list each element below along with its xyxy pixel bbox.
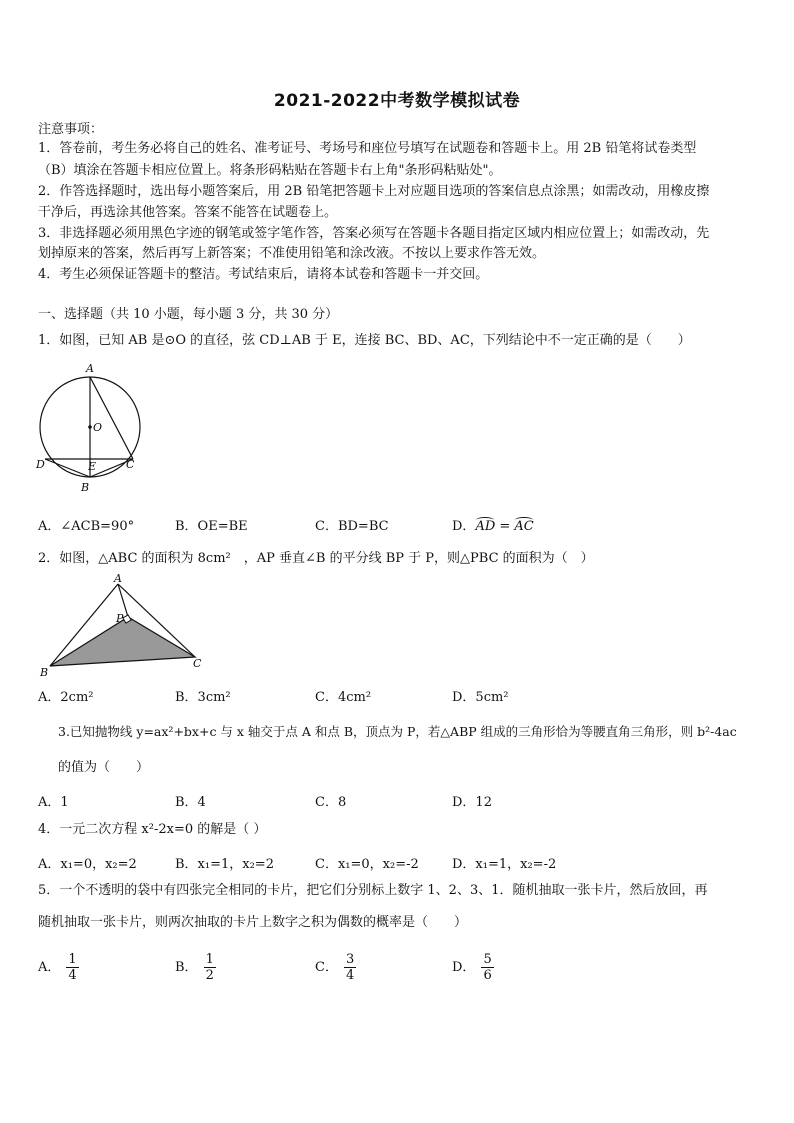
notice-line: 1．答卷前，考生务必将自己的姓名、准考证号、考场号和座位号填写在试题卷和答题卡上。用 2B 铅笔将试卷类型 bbox=[38, 141, 697, 156]
option-label: A． bbox=[38, 960, 61, 975]
notice-heading: 注意事项： bbox=[38, 122, 104, 137]
denominator: 6 bbox=[483, 968, 492, 983]
point-label-c: C bbox=[126, 458, 135, 471]
notice-line: 干净后，再选涂其他答案。答案不能答在试题卷上。 bbox=[38, 205, 338, 220]
section-heading: 一、选择题（共 10 小题，每小题 3 分，共 30 分） bbox=[38, 307, 339, 322]
notice-line: 4．考生必须保证答题卡的整洁。考试结束后，请将本试卷和答题卡一并交回。 bbox=[38, 267, 489, 282]
q5-option-b bbox=[175, 952, 216, 983]
q2-option-a: A．2cm² bbox=[38, 690, 94, 705]
q2-option-d: D．5cm² bbox=[452, 690, 509, 705]
circle-figure bbox=[30, 360, 150, 495]
option-label: D． bbox=[452, 960, 476, 975]
numerator: 1 bbox=[68, 952, 77, 967]
notice-line: （B）填涂在答题卡相应位置上。将条形码粘贴在答题卡右上角"条形码粘贴处"。 bbox=[38, 163, 502, 178]
q1-option-b: B．OE=BE bbox=[175, 519, 248, 534]
question-3-stem: 3.已知抛物线 y=ax²+bx+c 与 x 轴交于点 A 和点 B，顶点为 P，若△ABP 组成的三角形恰为等腰直角三角形，则 b²-4ac bbox=[58, 724, 737, 739]
point-label-o: O bbox=[93, 421, 103, 434]
question-1-stem: 1．如图，已知 AB 是⊙O 的直径，弦 CD⊥AB 于 E，连接 BC、BD、AC，下列结论中不一定正确的是（ ） bbox=[38, 333, 691, 348]
option-label: B． bbox=[175, 960, 198, 975]
equals-sign: = bbox=[495, 519, 515, 534]
point-label-c: C bbox=[193, 657, 202, 670]
fraction bbox=[204, 952, 216, 983]
q4-option-a: A．x₁=0，x₂=2 bbox=[38, 857, 137, 872]
denominator: 4 bbox=[68, 968, 77, 983]
question-5-stem: 5．一个不透明的袋中有四张完全相同的卡片，把它们分别标上数字 1、2、3、1．随机抽取一张卡片，然后放回，再 bbox=[38, 883, 708, 898]
q4-option-c: C．x₁=0，x₂=-2 bbox=[315, 857, 419, 872]
q3-option-d: D．12 bbox=[452, 795, 492, 810]
q1-option-a: A．∠ACB=90° bbox=[38, 519, 135, 534]
q3-option-c: C．8 bbox=[315, 795, 347, 810]
point-label-b: B bbox=[40, 666, 49, 679]
numerator: 5 bbox=[483, 952, 492, 967]
q5-option-a bbox=[38, 952, 79, 983]
q3-option-a: A．1 bbox=[38, 795, 69, 810]
denominator: 4 bbox=[345, 968, 355, 983]
q5-option-c bbox=[315, 952, 356, 983]
q2-option-b: B．3cm² bbox=[175, 690, 231, 705]
q4-option-b: B．x₁=1，x₂=2 bbox=[175, 857, 274, 872]
point-label-d: D bbox=[36, 458, 45, 471]
question-3-stem-cont: 的值为（ ） bbox=[58, 760, 150, 775]
q4-option-d: D．x₁=1，x₂=-2 bbox=[452, 857, 557, 872]
q1-option-d bbox=[452, 515, 534, 534]
notice-line: 3．非选择题必须用黑色字迹的钢笔或签字笔作答，答案必须写在答题卡各题目指定区域内相应位置上；如需改动，先 bbox=[38, 226, 710, 241]
triangle-figure bbox=[35, 572, 210, 680]
option-label: C． bbox=[315, 960, 338, 975]
point-label-b: B bbox=[81, 481, 90, 494]
q2-option-c: C．4cm² bbox=[315, 690, 372, 705]
numerator: 1 bbox=[205, 952, 214, 967]
q1-option-d-label: D． bbox=[452, 519, 476, 534]
point-label-p: P bbox=[116, 612, 124, 625]
fraction bbox=[66, 952, 78, 983]
fraction bbox=[481, 952, 493, 983]
fraction bbox=[344, 952, 356, 983]
point-label-e: E bbox=[88, 460, 97, 473]
arc-ac: AC bbox=[514, 519, 534, 534]
question-5-stem-cont: 随机抽取一张卡片，则两次抽取的卡片上数字之积为偶数的概率是（ ） bbox=[38, 915, 468, 930]
point-label-a: A bbox=[114, 572, 122, 585]
numerator: 3 bbox=[345, 952, 355, 967]
page-title: 2021-2022中考数学模拟试卷 bbox=[273, 91, 521, 111]
question-4-stem: 4．一元二次方程 x²-2x=0 的解是（ ） bbox=[38, 822, 267, 837]
point-label-a: A bbox=[86, 362, 94, 375]
notice-line: 划掉原来的答案，然后再写上新答案；不准使用铅笔和涂改液。不按以上要求作答无效。 bbox=[38, 246, 546, 261]
q5-option-d bbox=[452, 952, 494, 983]
question-2-stem: 2．如图，△ABC 的面积为 8cm² ，AP 垂直∠B 的平分线 BP 于 P，则△PBC 的面积为（ ） bbox=[38, 551, 594, 566]
q1-option-c: C．BD=BC bbox=[315, 519, 389, 534]
denominator: 2 bbox=[205, 968, 214, 983]
q3-option-b: B．4 bbox=[175, 795, 206, 810]
arc-ad: AD bbox=[475, 519, 496, 534]
notice-line: 2．作答选择题时，选出每小题答案后，用 2B 铅笔把答题卡上对应题目选项的答案信息点涂黑；如需改动，用橡皮擦 bbox=[38, 184, 710, 199]
